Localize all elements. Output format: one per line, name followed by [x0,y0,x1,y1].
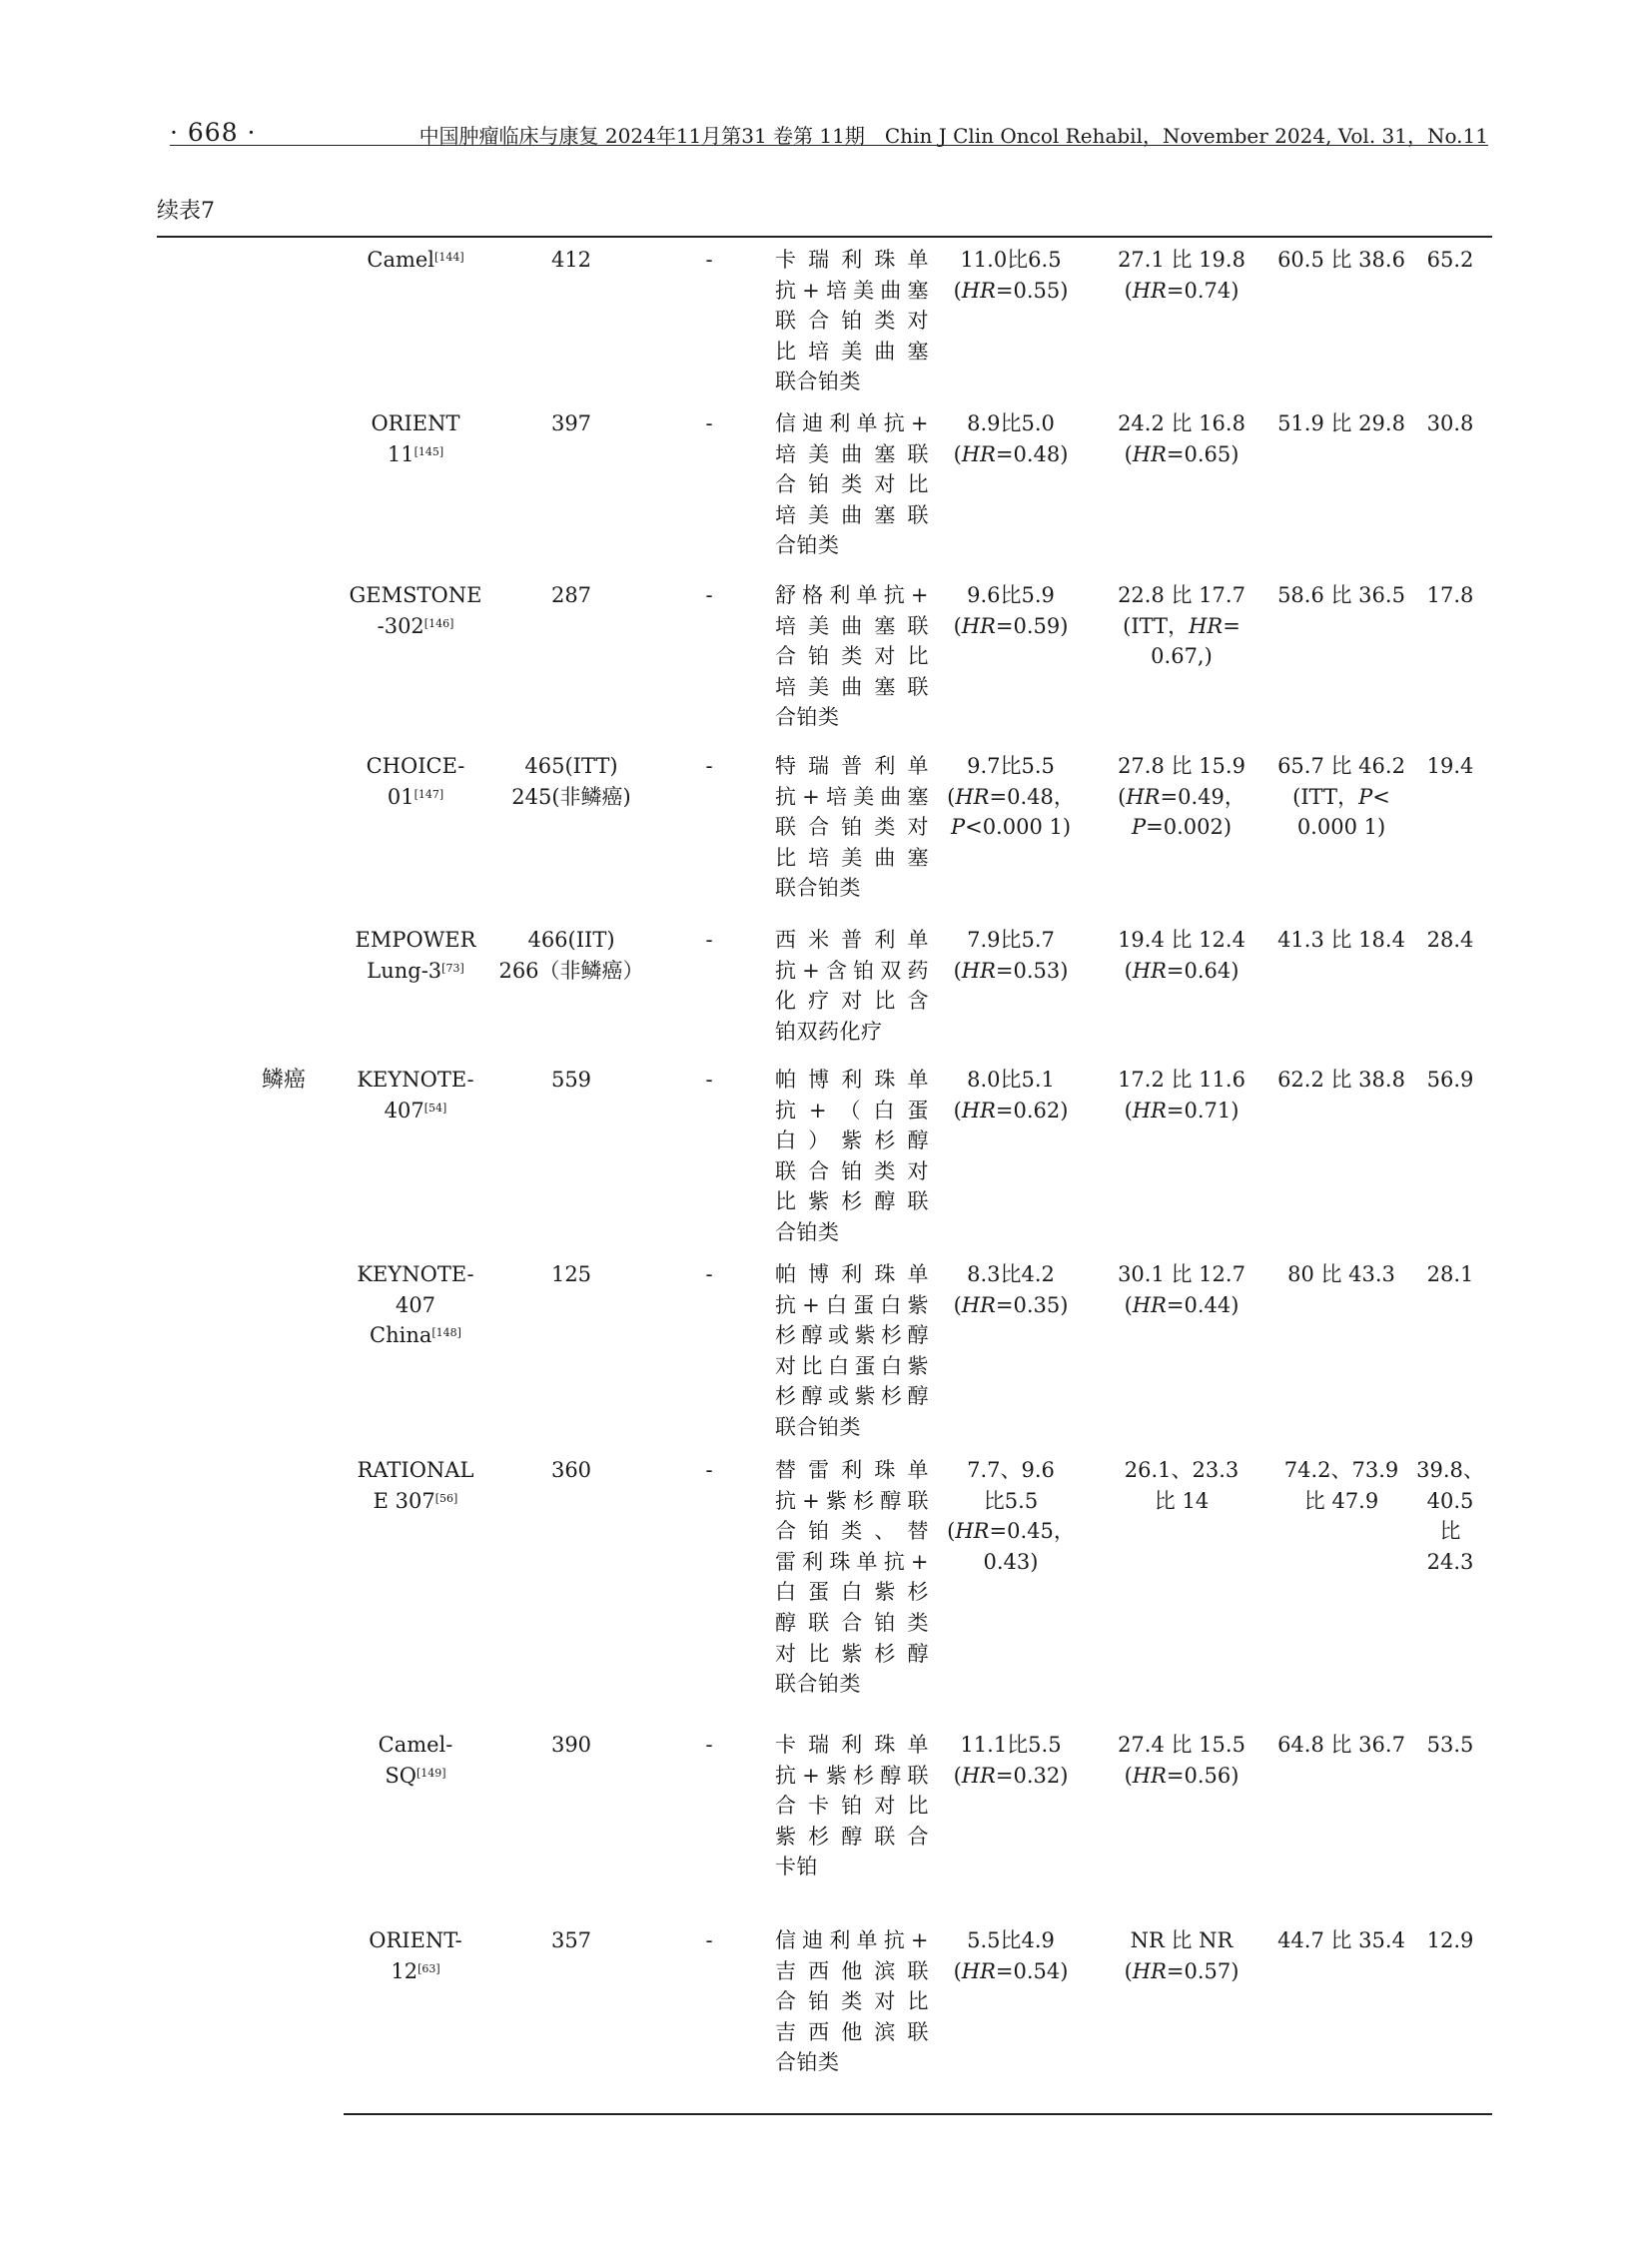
os-cell [1107,580,1256,672]
regimen-line: 抗+含铂双药 [775,958,929,983]
regimen-cell [775,1925,929,2078]
os-cell [1107,1730,1256,1791]
os-line: 24.2 比 16.8 [1118,411,1245,435]
trial-name-line: Lung-3[73] [367,958,464,983]
orr-cell [1266,1730,1416,1761]
sample-size-cell [489,1065,653,1096]
regimen-cell [775,580,929,733]
sample-size-line: 397 [550,411,592,435]
sample-size-line: 465(ITT) [524,754,618,778]
regimen-line: 对比紫杉醇 [775,1641,929,1666]
sample-size-line: 266（非鳞癌） [498,958,644,983]
os-cell [1107,751,1256,843]
pfs-line: 11.0比6.5 [960,248,1062,272]
orr-cell [1266,408,1416,439]
regimen-line: 西米普利单 [775,928,929,952]
regimen-line: 联合铂类 [775,1672,861,1697]
trial-name-line: 01[147] [387,784,444,809]
followup-line: 17.8 [1426,583,1474,607]
trial-name-cell [336,1455,495,1516]
regimen-line: 合铂类、替 [775,1519,929,1544]
orr-line: 65.7 比 46.2 [1277,754,1405,778]
followup-cell [1412,1730,1488,1761]
pfs-line: 11.1比5.5 [960,1733,1062,1757]
sample-size-line: 125 [550,1262,592,1286]
dash-cell: - [705,248,713,272]
pfs-line: (HR=0.55) [953,278,1069,303]
followup-line: 53.5 [1426,1733,1474,1757]
trial-name-cell [336,751,495,812]
regimen-cell [775,1065,929,1248]
trial-name-line: ORIENT [371,411,460,435]
pfs-line: (HR=0.35) [953,1292,1069,1317]
journal-citation: 中国肿瘤临床与康复 2024年11月第31 卷第 11期 Chin J Clin Oncol Rehabil，November 2024, Vol. 31，No.11 [418,124,1488,148]
pfs-line: (HR=0.62) [953,1098,1069,1122]
os-line: 22.8 比 17.7 [1118,583,1245,607]
dash-cell: - [705,583,713,607]
reference-marker: [145] [413,444,444,458]
trial-name-line: ORIENT- [369,1928,462,1952]
os-line: NR 比 NR [1130,1928,1234,1952]
followup-cell [1412,245,1488,276]
table-top-rule [157,236,1492,238]
os-cell [1107,245,1256,306]
regimen-line: 联合铂类 [775,370,861,394]
pfs-line: (HR=0.48， [947,784,1075,809]
pfs-line: 5.5比4.9 [967,1928,1055,1952]
os-line: 27.4 比 15.5 [1118,1733,1245,1757]
followup-line: 40.5 [1426,1488,1474,1513]
trial-name-line: E 307[56] [373,1488,458,1513]
followup-line: 12.9 [1426,1928,1474,1952]
regimen-line: 雷利珠单抗+ [775,1549,929,1574]
pfs-line: 8.0比5.1 [967,1068,1055,1092]
trial-name-line: SQ[149] [385,1763,446,1788]
regimen-line: 白蛋白紫杉 [775,1580,929,1605]
os-line: 19.4 比 12.4 [1118,928,1245,952]
trial-name-line: RATIONAL [357,1458,474,1482]
regimen-line: 比培美曲塞 [775,339,929,364]
sample-size-cell [489,925,653,986]
orr-line: 58.6 比 36.5 [1277,583,1405,607]
dash-cell: - [705,411,713,435]
dash-cell: - [705,1262,713,1286]
regimen-line: 杉醇或紫杉醇 [775,1323,929,1348]
table-bottom-rule [344,2113,1492,2115]
regimen-cell [775,408,929,561]
orr-line: 74.2、73.9 [1283,1458,1399,1482]
regimen-line: 信迪利单抗+ [775,411,929,435]
trial-name-cell [336,925,495,986]
regimen-cell [775,1455,929,1700]
dash-cell: - [705,1928,713,1952]
followup-cell [1412,1925,1488,1956]
trial-name-line: 12[63] [391,1958,440,1983]
pfs-line: 比5.5 [983,1488,1039,1513]
running-header [170,118,1488,154]
sample-size-line: 287 [550,583,592,607]
regimen-line: 合铂类对比 [775,644,929,669]
trial-name-cell [336,580,495,641]
reference-marker: [54] [423,1101,447,1115]
followup-line: 19.4 [1426,754,1474,778]
os-line: (HR=0.64) [1124,958,1239,983]
trial-name-line: 11[145] [387,441,444,466]
sample-size-cell [489,1259,653,1290]
pfs-cell [947,1259,1075,1320]
sample-size-line: 245(非鳞癌) [511,784,631,809]
trial-name-line: 407[54] [384,1098,447,1122]
regimen-line: 吉西他滨联 [775,1958,929,1983]
followup-cell [1412,1065,1488,1096]
trial-name-line: KEYNOTE- [357,1068,474,1092]
os-cell [1107,1259,1256,1320]
pfs-cell [947,408,1075,469]
os-line: 26.1、23.3 [1124,1458,1239,1482]
pfs-line: 9.7比5.5 [967,754,1055,778]
regimen-line: 卡瑞利珠单 [775,248,929,272]
trial-name-cell [336,408,495,469]
orr-cell [1266,1065,1416,1096]
regimen-line: 替雷利珠单 [775,1458,929,1482]
regimen-line: 抗+紫杉醇联 [775,1763,929,1788]
page-number: · 668 · [170,118,257,147]
os-cell [1107,1065,1256,1125]
trial-name-line: China[148] [370,1323,461,1348]
sample-size-cell [489,580,653,611]
orr-line: 41.3 比 18.4 [1277,928,1405,952]
os-line: 比 14 [1154,1488,1210,1513]
regimen-line: 特瑞普利单 [775,754,929,778]
regimen-line: 白）紫杉醇 [775,1128,929,1153]
trial-name-cell [336,1065,495,1125]
trial-name-line: Camel[144] [367,248,464,272]
sample-size-line: 390 [550,1733,592,1757]
reference-marker: [149] [416,1766,446,1780]
os-line: (HR=0.65) [1124,441,1239,466]
pfs-cell [947,245,1075,306]
os-line: 27.1 比 19.8 [1118,248,1245,272]
trial-name-line: CHOICE- [366,754,465,778]
pfs-line: (HR=0.59) [953,613,1069,638]
pfs-line: 8.9比5.0 [967,411,1055,435]
regimen-line: 培美曲塞联 [775,674,929,699]
regimen-line: 联合铂类对 [775,815,929,840]
regimen-line: 抗+（白蛋 [775,1098,929,1122]
trial-name-cell [336,1925,495,1986]
table-caption: 续表7 [157,199,215,224]
os-line: (HR=0.56) [1124,1763,1239,1788]
regimen-line: 卡铂 [775,1855,818,1879]
os-line: (HR=0.44) [1124,1292,1239,1317]
pfs-line: 8.3比4.2 [967,1262,1055,1286]
regimen-cell [775,751,929,904]
trial-name-line: 407 [395,1292,436,1317]
followup-line: 30.8 [1426,411,1474,435]
regimen-line: 合卡铂对比 [775,1794,929,1819]
sample-size-line: 412 [550,248,592,272]
regimen-line: 信迪利单抗+ [775,1928,929,1952]
orr-cell [1266,925,1416,956]
orr-cell [1266,751,1416,843]
regimen-line: 合铂类 [775,705,840,730]
regimen-line: 铂双药化疗 [775,1019,883,1044]
regimen-line: 比培美曲塞 [775,845,929,870]
dash-cell: - [705,1458,713,1482]
regimen-line: 杉醇或紫杉醇 [775,1384,929,1409]
pfs-line: P<0.000 1) [950,815,1072,840]
trial-name-line: GEMSTONE [349,583,482,607]
pfs-line: 9.6比5.9 [967,583,1055,607]
regimen-line: 抗+紫杉醇联 [775,1488,929,1513]
orr-cell [1266,1455,1416,1516]
regimen-line: 培美曲塞联 [775,613,929,638]
regimen-line: 联合铂类 [775,1414,861,1439]
regimen-line: 帕博利珠单 [775,1068,929,1092]
regimen-line: 抗+培美曲塞 [775,278,929,303]
orr-line: 60.5 比 38.6 [1277,248,1405,272]
orr-line: 0.000 1) [1296,815,1386,840]
group-label-squamous: 鳞癌 [262,1068,307,1093]
sample-size-cell [489,1455,653,1486]
regimen-line: 对比白蛋白紫 [775,1353,929,1378]
followup-line: 65.2 [1426,248,1474,272]
followup-cell [1412,925,1488,956]
orr-line: (ITT，P< [1292,784,1390,809]
regimen-line: 比紫杉醇联 [775,1189,929,1214]
sample-size-line: 360 [550,1458,592,1482]
sample-size-cell [489,408,653,439]
followup-line: 28.4 [1426,928,1474,952]
regimen-line: 联合铂类 [775,876,861,901]
pfs-cell [947,751,1075,843]
pfs-cell [947,1065,1075,1125]
os-cell [1107,925,1256,986]
os-cell [1107,408,1256,469]
sample-size-line: 466(IIT) [527,928,615,952]
reference-marker: [147] [413,787,444,801]
pfs-cell [947,925,1075,986]
orr-line: 比 47.9 [1303,1488,1379,1513]
sample-size-line: 559 [550,1068,592,1092]
followup-line: 39.8、 [1416,1458,1484,1482]
reference-marker: [56] [434,1491,458,1505]
sample-size-cell [489,245,653,276]
dash-cell: - [705,754,713,778]
followup-cell [1412,1455,1488,1577]
regimen-line: 化疗对比含 [775,989,929,1014]
regimen-line: 合铂类对比 [775,472,929,497]
regimen-cell [775,1259,929,1443]
regimen-line: 培美曲塞联 [775,441,929,466]
orr-line: 64.8 比 36.7 [1277,1733,1405,1757]
os-line: (HR=0.57) [1124,1958,1239,1983]
orr-line: 44.7 比 35.4 [1277,1928,1405,1952]
regimen-line: 吉西他滨联 [775,2019,929,2044]
orr-cell [1266,245,1416,276]
regimen-cell [775,245,929,397]
pfs-cell [947,1730,1075,1791]
regimen-line: 合铂类 [775,1219,840,1244]
reference-marker: [73] [441,961,464,975]
followup-line: 24.3 [1426,1549,1474,1574]
followup-cell [1412,580,1488,611]
pfs-line: 7.9比5.7 [967,928,1055,952]
reference-marker: [148] [431,1326,461,1340]
regimen-line: 联合铂类对 [775,309,929,334]
reference-marker: [146] [423,616,454,630]
os-line: P=0.002) [1131,815,1233,840]
regimen-line: 培美曲塞联 [775,502,929,527]
os-line: (HR=0.74) [1124,278,1239,303]
pfs-cell [947,580,1075,641]
regimen-line: 合铂类 [775,2050,840,2075]
trial-name-line: EMPOWER [355,928,476,952]
os-line: 0.67,) [1151,644,1213,669]
followup-line: 比 [1439,1519,1461,1544]
regimen-line: 醇联合铂类 [775,1610,929,1635]
trial-name-cell [336,245,495,276]
regimen-line: 卡瑞利珠单 [775,1733,929,1757]
regimen-line: 舒格利单抗+ [775,583,929,607]
os-line: 27.8 比 15.9 [1118,754,1245,778]
orr-cell [1266,580,1416,611]
pfs-line: (HR=0.54) [953,1958,1069,1983]
pfs-line: (HR=0.48) [953,441,1069,466]
regimen-line: 联合铂类对 [775,1158,929,1183]
header-rule [170,145,1488,146]
regimen-line: 合铂类 [775,533,840,558]
sample-size-line: 357 [550,1928,592,1952]
dash-cell: - [705,1068,713,1092]
pfs-line: 7.7、9.6 [967,1458,1055,1482]
os-cell [1107,1455,1256,1516]
followup-cell [1412,1259,1488,1290]
regimen-line: 帕博利珠单 [775,1262,929,1286]
dash-cell: - [705,1733,713,1757]
trial-name-cell [336,1259,495,1351]
regimen-line: 合铂类对比 [775,1989,929,2014]
trial-name-line: KEYNOTE- [357,1262,474,1286]
orr-line: 80 比 43.3 [1287,1262,1395,1286]
pfs-line: (HR=0.53) [953,958,1069,983]
reference-marker: [63] [417,1961,440,1975]
trial-name-line: Camel- [378,1733,453,1757]
pfs-line: (HR=0.32) [953,1763,1069,1788]
followup-line: 28.1 [1426,1262,1474,1286]
followup-line: 56.9 [1426,1068,1474,1092]
os-line: 17.2 比 11.6 [1118,1068,1245,1092]
os-cell [1107,1925,1256,1986]
pfs-line: (HR=0.45， [947,1519,1075,1544]
os-line: (HR=0.71) [1124,1098,1239,1122]
regimen-cell [775,1730,929,1882]
regimen-cell [775,925,929,1047]
orr-line: 62.2 比 38.8 [1277,1068,1405,1092]
reference-marker: [144] [434,251,464,264]
regimen-line: 抗+培美曲塞 [775,784,929,809]
dash-cell: - [705,928,713,952]
pfs-line: 0.43) [983,1549,1039,1574]
followup-cell [1412,751,1488,782]
os-line: 30.1 比 12.7 [1118,1262,1245,1286]
pfs-cell [947,1455,1075,1577]
os-line: (ITT，HR= [1123,613,1240,638]
trial-name-cell [336,1730,495,1791]
pfs-cell [947,1925,1075,1986]
followup-cell [1412,408,1488,439]
sample-size-cell [489,1925,653,1956]
regimen-line: 紫杉醇联合 [775,1824,929,1849]
trial-name-line: -302[146] [377,613,454,638]
os-line: (HR=0.49， [1118,784,1245,809]
regimen-line: 抗+白蛋白紫 [775,1292,929,1317]
orr-line: 51.9 比 29.8 [1277,411,1405,435]
orr-cell [1266,1925,1416,1956]
sample-size-cell [489,1730,653,1761]
orr-cell [1266,1259,1416,1290]
sample-size-cell [489,751,653,812]
